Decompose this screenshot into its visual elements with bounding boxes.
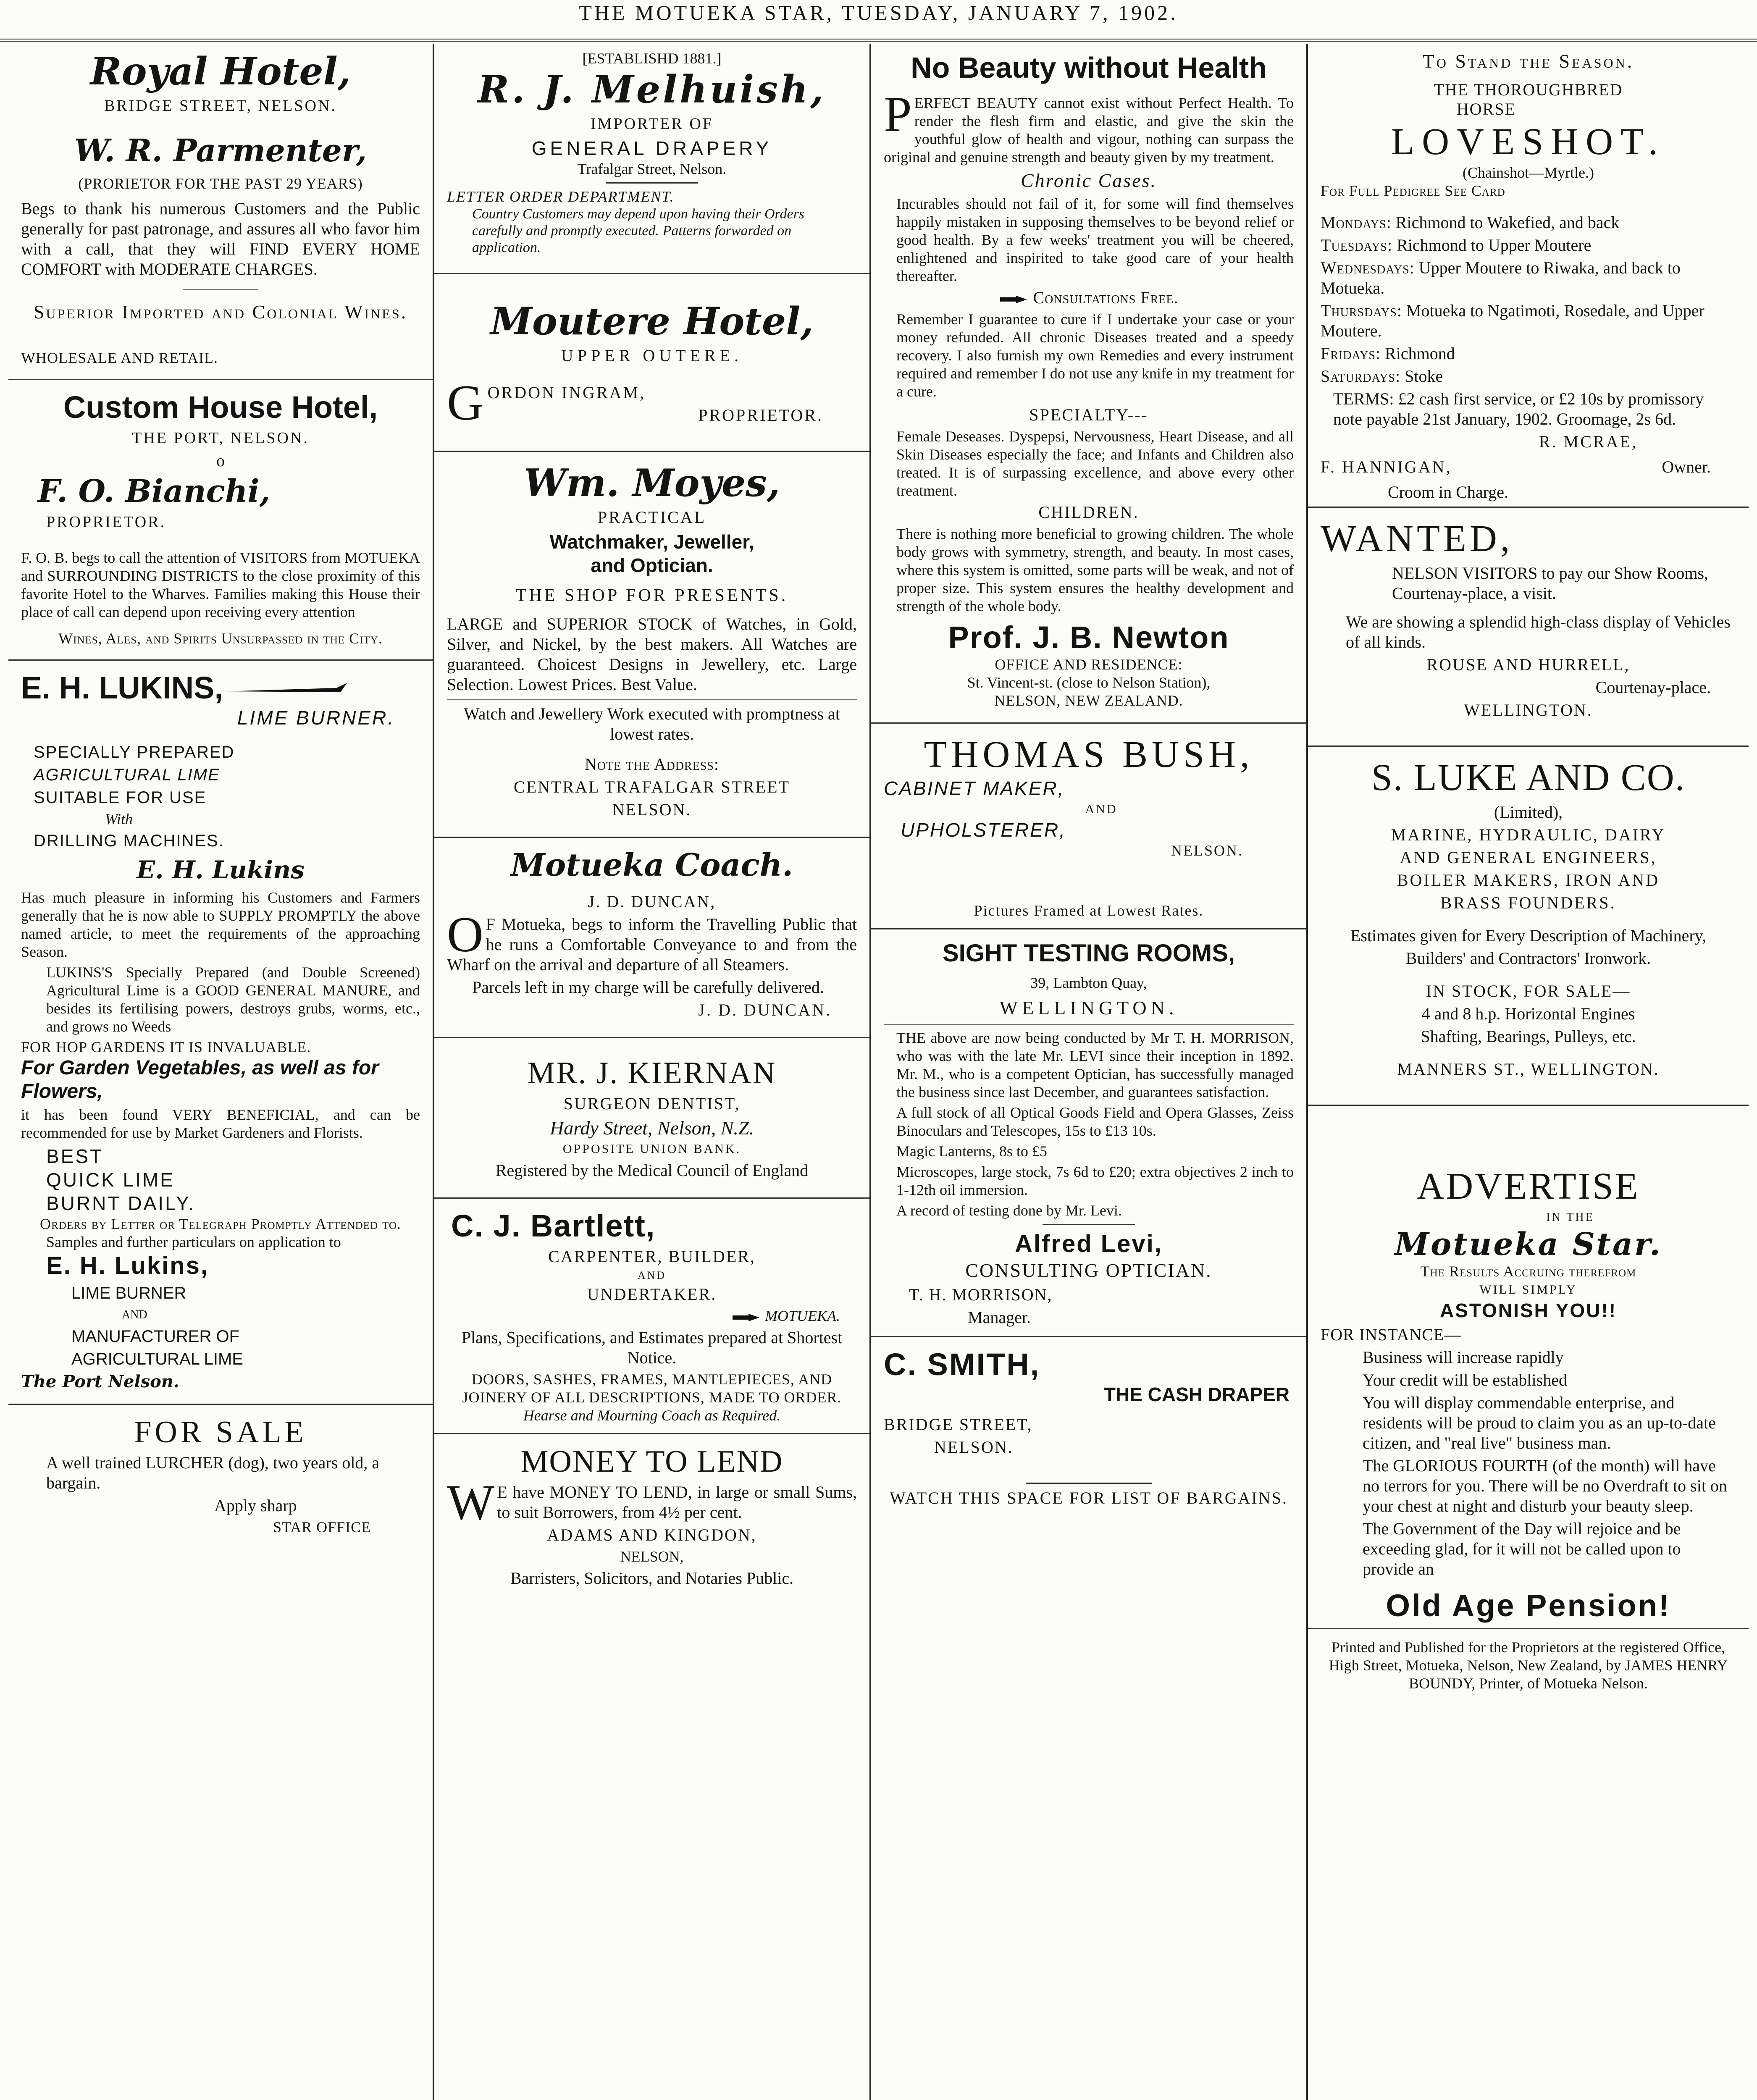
melhuish-name: R. J. Melhuish,	[478, 67, 826, 112]
lukins-f3: MANUFACTURER OF	[71, 1327, 239, 1346]
column-rule	[434, 1037, 869, 1038]
royal-hotel-trade: WHOLESALE AND RETAIL.	[21, 349, 218, 366]
loveshot-name: LOVESHOT.	[1391, 121, 1665, 163]
coach-title: Motueka Coach.	[510, 847, 793, 883]
custom-house-sep: o	[216, 451, 225, 470]
moutere-title: Moutere Hotel,	[490, 299, 814, 344]
newton-p5: There is nothing more beneficial to growing children. The whole body grows with symmetry, strength, and beauty. In most cases, where this system is omitted, some parts will be weak, and not of proper size. This system ensures the healthy development and strength of the whole body.	[896, 525, 1294, 614]
bartlett-l2: AND	[637, 1269, 667, 1281]
bush-ad	[884, 733, 1294, 920]
loveshot-owner: R. MCRAE,	[1539, 432, 1638, 451]
lukins-header	[21, 670, 420, 706]
custom-house-address: THE PORT, NELSON.	[132, 429, 309, 447]
column-rule	[434, 451, 869, 452]
luke-name: S. LUKE AND CO.	[1371, 757, 1686, 798]
advertise-paper: Motueka Star.	[1395, 1226, 1662, 1263]
schedule-day: Mondays:	[1321, 213, 1392, 232]
column-rule	[871, 722, 1306, 724]
newton-chronic: Chronic Cases.	[1021, 170, 1157, 191]
loveshot-owner-role: Owner.	[1662, 457, 1711, 476]
sight-role: CONSULTING OPTICIAN.	[965, 1260, 1212, 1281]
money-ad	[447, 1444, 857, 1588]
bartlett-place-row	[447, 1307, 857, 1325]
lukins-orders: Orders by Letter or Telegraph Promptly Attended to.	[40, 1215, 401, 1232]
moyes-addr1: CENTRAL TRAFALGAR STREET	[514, 777, 790, 796]
bartlett-ad	[447, 1208, 857, 1425]
smith-l1: THE CASH DRAPER	[1103, 1383, 1290, 1405]
lukins-best2: QUICK LIME	[46, 1169, 175, 1191]
schedule-route: Richmond	[1385, 344, 1455, 363]
for-sale-apply: Apply sharp	[214, 1496, 297, 1515]
advertise-item: Business will increase rapidly	[1363, 1348, 1564, 1367]
schedule-row	[1321, 366, 1736, 386]
melhuish-body: Country Customers may depend upon having their Orders carefully and promptly executed. Patterns forwarded on application.	[472, 206, 805, 255]
lukins-f4: AGRICULTURAL LIME	[71, 1350, 243, 1368]
newton-ad	[884, 50, 1294, 710]
divider	[183, 289, 258, 290]
bush-l3: UPHOLSTERER,	[901, 819, 1066, 841]
advertise-in-the: IN THE	[1546, 1211, 1594, 1224]
lukins-name: E. H. LUKINS,	[21, 670, 223, 705]
luke-engines1: 4 and 8 h.p. Horizontal Engines	[1421, 1004, 1635, 1023]
luke-stock: IN STOCK, FOR SALE—	[1426, 982, 1631, 1000]
bush-name: THOMAS BUSH,	[924, 734, 1254, 775]
melhuish-dept: LETTER ORDER DEPARTMENT.	[447, 188, 675, 205]
coach-name: J. D. DUNCAN,	[588, 892, 716, 911]
schedule-day: Saturdays:	[1321, 367, 1401, 386]
column-rule	[8, 659, 433, 661]
bartlett-body1: Plans, Specifications, and Estimates prepared at Shortest Notice.	[461, 1328, 843, 1367]
luke-addr: MANNERS ST., WELLINGTON.	[1397, 1060, 1660, 1079]
loveshot-groom-row	[1321, 454, 1736, 480]
royal-hotel-title: Royal Hotel,	[90, 49, 351, 94]
luke-ad	[1321, 756, 1736, 1079]
loveshot-groom-role: Croom in Charge.	[1388, 483, 1509, 501]
wanted-addr: Courtenay-place.	[1595, 678, 1711, 697]
schedule-route: Richmond to Upper Moutere	[1397, 236, 1592, 255]
luke-builders: Builders' and Contractors' Ironwork.	[1405, 949, 1651, 968]
money-body: WE have MONEY TO LEND, in large or small Sums, to suit Borrowers, from 4½ per cent.	[447, 1474, 857, 1530]
lukins-hop: FOR HOP GARDENS IT IS INVALUABLE.	[21, 1039, 311, 1055]
lukins-f2: AND	[122, 1308, 147, 1321]
pointing-hand-icon	[732, 1311, 761, 1324]
moyes-l1: PRACTICAL	[597, 508, 706, 527]
advertise-ad	[1321, 1165, 1736, 1624]
newton-addr2: NELSON, NEW ZEALAND.	[994, 692, 1183, 709]
divider	[1043, 1224, 1135, 1225]
newton-p2: Incurables should not fail of it, for some will find themselves happily mistaken in supposing themselves to be beyond relief or good health. By a few weeks' treatment you will be cheered, enlightened and inspirited to take good care of your health thereafter.	[896, 195, 1294, 284]
column-rule	[871, 1336, 1306, 1337]
custom-house-body: F. O. B. begs to call the attention of VISITORS from MOTUEKA and SURROUNDING DISTRICTS to the close proximity of this favorite Hotel to the Wharves. Families making this House their place of call can depend upon receiving every attention	[21, 549, 420, 620]
luke-ltd: (Limited),	[1494, 803, 1563, 822]
lukins-samples: Samples and further particulars on application to	[46, 1234, 341, 1250]
luke-l2: AND GENERAL ENGINEERS,	[1400, 848, 1657, 867]
schedule-day: Wednesdays:	[1321, 258, 1415, 277]
sight-city: WELLINGTON.	[999, 997, 1178, 1018]
divider	[447, 699, 857, 700]
coach-parcels: Parcels left in my charge will be carefully delivered.	[472, 978, 824, 997]
swash-ornament-icon	[223, 680, 349, 696]
loveshot-terms: TERMS: £2 cash first service, or £2 10s by promissory note payable 21st January, 1902. Groomage, 2s 6d.	[1333, 389, 1704, 428]
luke-engines2: Shafting, Bearings, Pulleys, etc.	[1421, 1027, 1636, 1046]
schedule-route: Motueka to Ngatimoti, Rosedale, and Upper Moutere.	[1321, 301, 1704, 340]
bartlett-place: MOTUEKA.	[765, 1307, 840, 1324]
moyes-ad	[447, 461, 857, 820]
for-sale-office: STAR OFFICE	[273, 1519, 371, 1536]
divider	[1026, 1483, 1152, 1484]
newton-p1: PERFECT BEAUTY cannot exist without Perfect Health. To render the flesh firm and elastic, and give the skin the youthful glow of health and vigour, nothing can surpass the original and genuine strength and beauty given by my treatment.	[884, 86, 1294, 165]
money-roles: Barristers, Solicitors, and Notaries Public.	[510, 1569, 794, 1588]
melhuish-est: [ESTABLISHD 1881.]	[582, 50, 722, 67]
loveshot-l1: THE THOROUGHBRED	[1434, 80, 1623, 99]
loveshot-card: For Full Pedigree See Card	[1321, 182, 1505, 199]
lukins-trade: LIME BURNER.	[237, 707, 395, 729]
advertise-pension: Old Age Pension!	[1386, 1588, 1671, 1623]
lukins-f1: LIME BURNER	[71, 1284, 186, 1302]
wanted-p1: NELSON VISITORS to pay our Show Rooms, Courtenay-place, a visit.	[1392, 564, 1709, 603]
melhuish-l2: GENERAL DRAPERY	[531, 137, 772, 159]
column-2	[433, 44, 869, 2100]
newton-name: Prof. J. B. Newton	[948, 620, 1229, 655]
lukins-name2: E. H. Lukins	[137, 856, 305, 884]
masthead: THE MOTUEKA STAR, TUESDAY, JANUARY 7, 1902.	[0, 0, 1757, 42]
bush-l2: AND	[1085, 802, 1118, 816]
sight-p1: THE above are now being conducted by Mr T. H. MORRISON, who was with the late Mr. LEVI since their inception in 1892. Mr. M., who is a competent Optician, has successfully managed the business since last December, and guarantees satisfaction.	[896, 1029, 1294, 1100]
lukins-l3: SUITABLE FOR USE	[34, 788, 207, 807]
schedule-route: Richmond to Wakefied, and back	[1395, 213, 1620, 232]
schedule-row	[1321, 235, 1736, 255]
luke-l4: BRASS FOUNDERS.	[1440, 893, 1616, 912]
lukins-l2: AGRICULTURAL LIME	[34, 766, 220, 784]
moyes-l3: and Optician.	[591, 554, 713, 576]
royal-hotel-body: Begs to thank his numerous Customers and the Public generally for past patronage, and assures all who favor him with a call, that they will FIND EVERY HOME COMFORT with MODERATE CHARGES.	[21, 199, 420, 278]
melhuish-l1: IMPORTER OF	[591, 115, 713, 133]
lukins-best1: BEST	[46, 1145, 104, 1167]
schedule-day: Thursdays:	[1321, 301, 1402, 320]
column-rule	[434, 837, 869, 838]
moyes-name: Wm. Moyes,	[523, 461, 780, 505]
bush-pictures: Pictures Framed at Lowest Rates.	[974, 902, 1204, 919]
newton-title: No Beauty without Health	[911, 51, 1267, 84]
moyes-body1: LARGE and SUPERIOR STOCK of Watches, in Gold, Silver, and Nickel, by the best makers. All Watches are guaranteed. Choicest Designs in Jewellery, etc. Large Selection. Lowest Prices. Best Value.	[447, 614, 857, 694]
schedule-day: Tuesdays:	[1321, 236, 1393, 255]
smith-addr2: NELSON.	[934, 1438, 1014, 1457]
lukins-body3: it has been found VERY BENEFICIAL, and can be recommended for use by Market Gardeners and Florists.	[21, 1106, 420, 1141]
lukins-body1: Has much pleasure in informing his Customers and Farmers generally that he is now able to SUPPLY PROMPTLY the above named article, to meet the requirements of the approaching Season.	[21, 889, 420, 960]
smith-ad	[884, 1347, 1294, 1508]
moyes-body2: Watch and Jewellery Work executed with promptness at lowest rates.	[464, 704, 840, 743]
newton-specialty: SPECIALTY---	[1029, 405, 1148, 424]
coach-sig: J. D. DUNCAN.	[698, 1000, 832, 1019]
lukins-l5: DRILLING MACHINES.	[34, 832, 224, 850]
bartlett-l3: UNDERTAKER.	[587, 1285, 717, 1304]
moutere-ad	[447, 299, 857, 430]
advertise-item: Your credit will be established	[1363, 1370, 1567, 1389]
smith-addr1: BRIDGE STREET,	[884, 1415, 1033, 1434]
loveshot-l2: HORSE	[1456, 100, 1516, 118]
column-1	[8, 44, 433, 2100]
kiernan-l1: SURGEON DENTIST,	[563, 1094, 741, 1113]
column-4	[1306, 44, 1749, 2100]
column-3	[869, 44, 1306, 2100]
wanted-firm: ROUSE AND HURRELL,	[1426, 655, 1630, 674]
money-title: MONEY TO LEND	[520, 1444, 783, 1479]
lukins-garden: For Garden Vegetables, as well as for Flowers,	[21, 1057, 379, 1102]
loveshot-groom: F. HANNIGAN,	[1321, 457, 1452, 476]
lukins-port: The Port Nelson.	[21, 1372, 179, 1391]
column-rule	[8, 1404, 433, 1405]
for-sale-ad	[21, 1414, 420, 1536]
column-rule	[1308, 1105, 1749, 1106]
pointing-hand-icon	[999, 293, 1029, 306]
schedule-route: Stoke	[1405, 367, 1443, 386]
for-sale-body: A well trained LURCHER (dog), two years old, a bargain.	[46, 1453, 380, 1492]
custom-house-wines: Wines, Ales, and Spirits Unsurpassed in the City.	[58, 630, 383, 647]
bush-place: NELSON.	[1171, 842, 1243, 859]
advertise-title: ADVERTISE	[1417, 1166, 1640, 1207]
coach-body: OF Motueka, begs to inform the Travelling Public that he runs a Comfortable Conveyance to and from the Wharf on the arrival and departure of all Steamers.	[447, 906, 857, 974]
newton-consult-row	[884, 288, 1294, 308]
luke-l3: BOILER MAKERS, IRON AND	[1397, 871, 1660, 890]
schedule-route: Upper Moutere to Riwaka, and back to Motueka.	[1321, 258, 1681, 297]
sight-mgr: T. H. MORRISON,	[909, 1285, 1053, 1304]
sight-title: SIGHT TESTING ROOMS,	[942, 940, 1235, 967]
newton-addr1: St. Vincent-st. (close to Nelson Station),	[967, 674, 1211, 691]
divider	[606, 182, 698, 184]
sight-testing-ad	[884, 939, 1294, 1328]
moutere-place: UPPER OUTERE.	[561, 346, 743, 365]
moyes-shop: THE SHOP FOR PRESENTS.	[515, 586, 788, 605]
sight-addr: 39, Lambton Quay,	[1030, 974, 1147, 991]
custom-house-ad	[21, 389, 420, 648]
wanted-city: WELLINGTON.	[1464, 701, 1593, 719]
money-firm: ADAMS AND KINGDON,	[547, 1525, 757, 1544]
moyes-note: Note the Address:	[585, 755, 719, 774]
royal-hotel-address: BRIDGE STREET, NELSON.	[104, 97, 337, 115]
newton-p3: Remember I guarantee to cure if I undertake your case or your money refunded. All chronic Diseases treated and a speedy recovery. I also furnish my own Remedies and every instrument required and remember I do not use any knife in my treatment for a cure.	[896, 311, 1294, 400]
divider	[884, 1024, 1294, 1025]
sight-mgr-role: Manager.	[968, 1308, 1031, 1327]
column-rule	[8, 379, 433, 380]
column-rule	[871, 928, 1306, 929]
newton-consult: Consultations Free.	[1033, 288, 1179, 307]
advertise-l2: WILL SIMPLY	[1479, 1283, 1577, 1297]
lukins-l4: With	[105, 811, 133, 827]
custom-house-proprietor: F. O. Bianchi,	[38, 473, 271, 509]
kiernan-ad	[447, 1055, 857, 1181]
moutere-role: PROPRIETOR.	[698, 406, 823, 425]
newton-p4: Female Deseases. Dyspepsi, Nervousness, Heart Disease, and all Skin Diseases especially the face; and Infants and Children also treated. It is of surpassing excellence, and above every other treatment.	[896, 428, 1294, 499]
newton-office: OFFICE AND RESIDENCE:	[995, 656, 1183, 673]
moutere-name: GORDON INGRAM,	[447, 375, 646, 430]
kiernan-body: Registered by the Medical Council of England	[495, 1161, 809, 1180]
melhuish-l3: Trafalgar Street, Nelson.	[577, 160, 727, 177]
sight-p3: Magic Lanterns, 8s to £5	[896, 1143, 1047, 1160]
luke-est: Estimates given for Every Description of Machinery,	[1350, 926, 1707, 945]
royal-hotel-ad	[21, 50, 420, 367]
schedule-row	[1321, 301, 1736, 341]
schedule-row	[1321, 344, 1736, 364]
wanted-p2: We are showing a splendid high-class display of Vehicles of all kinds.	[1346, 612, 1731, 651]
column-rule	[434, 1197, 869, 1199]
moyes-l2: Watchmaker, Jeweller,	[549, 531, 754, 553]
wanted-title: WANTED,	[1321, 518, 1513, 559]
column-rule	[1308, 746, 1749, 747]
schedule-row	[1321, 258, 1736, 298]
column-rule	[1308, 1628, 1749, 1629]
moyes-addr2: NELSON.	[612, 800, 692, 819]
custom-house-title: Custom House Hotel,	[63, 390, 378, 425]
smith-watch: WATCH THIS SPACE FOR LIST OF BARGAINS.	[890, 1488, 1288, 1507]
loveshot-pedigree: (Chainshot—Myrtle.)	[1463, 164, 1594, 181]
sight-p4: Microscopes, large stock, 7s 6d to £20; extra objectives 2 inch to 1-12th oil immersion.	[896, 1163, 1294, 1198]
smith-name: C. SMITH,	[884, 1347, 1040, 1382]
kiernan-name: MR. J. KIERNAN	[527, 1056, 777, 1090]
for-sale-title: FOR SALE	[134, 1415, 307, 1449]
bartlett-name: C. J. Bartlett,	[451, 1208, 656, 1243]
advertise-l4: FOR INSTANCE—	[1321, 1325, 1462, 1344]
money-place: NELSON,	[620, 1548, 684, 1565]
columns	[8, 44, 1749, 2100]
advertise-l3: ASTONISH YOU!!	[1439, 1299, 1617, 1321]
lukins-l1: SPECIALLY PREPARED	[34, 743, 235, 761]
bartlett-l1: CARPENTER, BUILDER,	[548, 1247, 756, 1266]
lukins-body2: LUKINS'S Specially Prepared (and Double Screened) Agricultural Lime is a GOOD GENERAL MANURE, and besides its fertilising powers, destroys grubs, worms, etc., and grows no Weeds	[46, 964, 420, 1035]
bush-l1: CABINET MAKER,	[884, 777, 1065, 799]
sight-name: Alfred Levi,	[1015, 1230, 1163, 1257]
royal-hotel-proprietor-note: (PRORIETOR FOR THE PAST 29 YEARS)	[78, 175, 363, 192]
melhuish-ad	[447, 50, 857, 256]
royal-hotel-wines: Superior Imported and Colonial Wines.	[33, 301, 408, 323]
bartlett-body2: DOORS, SASHES, FRAMES, MANTLEPIECES, AND JOINERY OF ALL DESCRIPTIONS, MADE TO ORDER.	[462, 1371, 842, 1406]
loveshot-schedule	[1321, 213, 1736, 386]
kiernan-l2: Hardy Street, Nelson, N.Z.	[550, 1117, 754, 1139]
sight-p2: A full stock of all Optical Goods Field and Opera Glasses, Zeiss Binoculars and Telescopes, 15s to £13 10s.	[896, 1104, 1294, 1139]
loveshot-ad	[1321, 50, 1736, 502]
lukins-name3: E. H. Lukins,	[46, 1252, 209, 1279]
schedule-row	[1321, 213, 1736, 233]
column-rule	[434, 1433, 869, 1434]
column-rule	[434, 273, 869, 274]
advertise-item: The GLORIOUS FOURTH (of the month) will have no terrors for you. There will be no Overdraft to sit on your chest at night and disturb your beauty sleep.	[1363, 1456, 1727, 1515]
wanted-ad	[1321, 517, 1736, 720]
imprint: Printed and Published for the Proprietors at the registered Office, High Street, Motueka, Nelson, New Zealand, by JAMES HENRY BOUNDY, Printer, of Motueka Nelson.	[1329, 1639, 1728, 1692]
schedule-day: Fridays:	[1321, 344, 1381, 363]
lukins-ad	[21, 670, 420, 1392]
advertise-l1: The Results Accruing therefrom	[1420, 1263, 1636, 1280]
column-rule	[1308, 507, 1749, 508]
custom-house-role: PROPRIETOR.	[46, 513, 166, 531]
sight-p5: A record of testing done by Mr. Levi.	[896, 1202, 1122, 1219]
advertise-item: The Government of the Day will rejoice and be exceeding glad, for it will not be called upon to provide an	[1363, 1519, 1681, 1578]
kiernan-l3: OPPOSITE UNION BANK.	[562, 1142, 741, 1156]
advertise-item: You will display commendable enterprise, and residents will be proud to claim you as an up-to-date citizen, and "real live" business man.	[1363, 1393, 1716, 1452]
coach-ad	[447, 847, 857, 1020]
loveshot-title: To Stand the Season.	[1422, 50, 1634, 72]
royal-hotel-proprietor: W. R. Parmenter,	[74, 133, 367, 169]
luke-l1: MARINE, HYDRAULIC, DAIRY	[1391, 825, 1666, 844]
newton-children: CHILDREN.	[1038, 503, 1139, 522]
lukins-best3: BURNT DAILY.	[46, 1192, 195, 1214]
bartlett-hearse: Hearse and Mourning Coach as Required.	[523, 1407, 781, 1424]
